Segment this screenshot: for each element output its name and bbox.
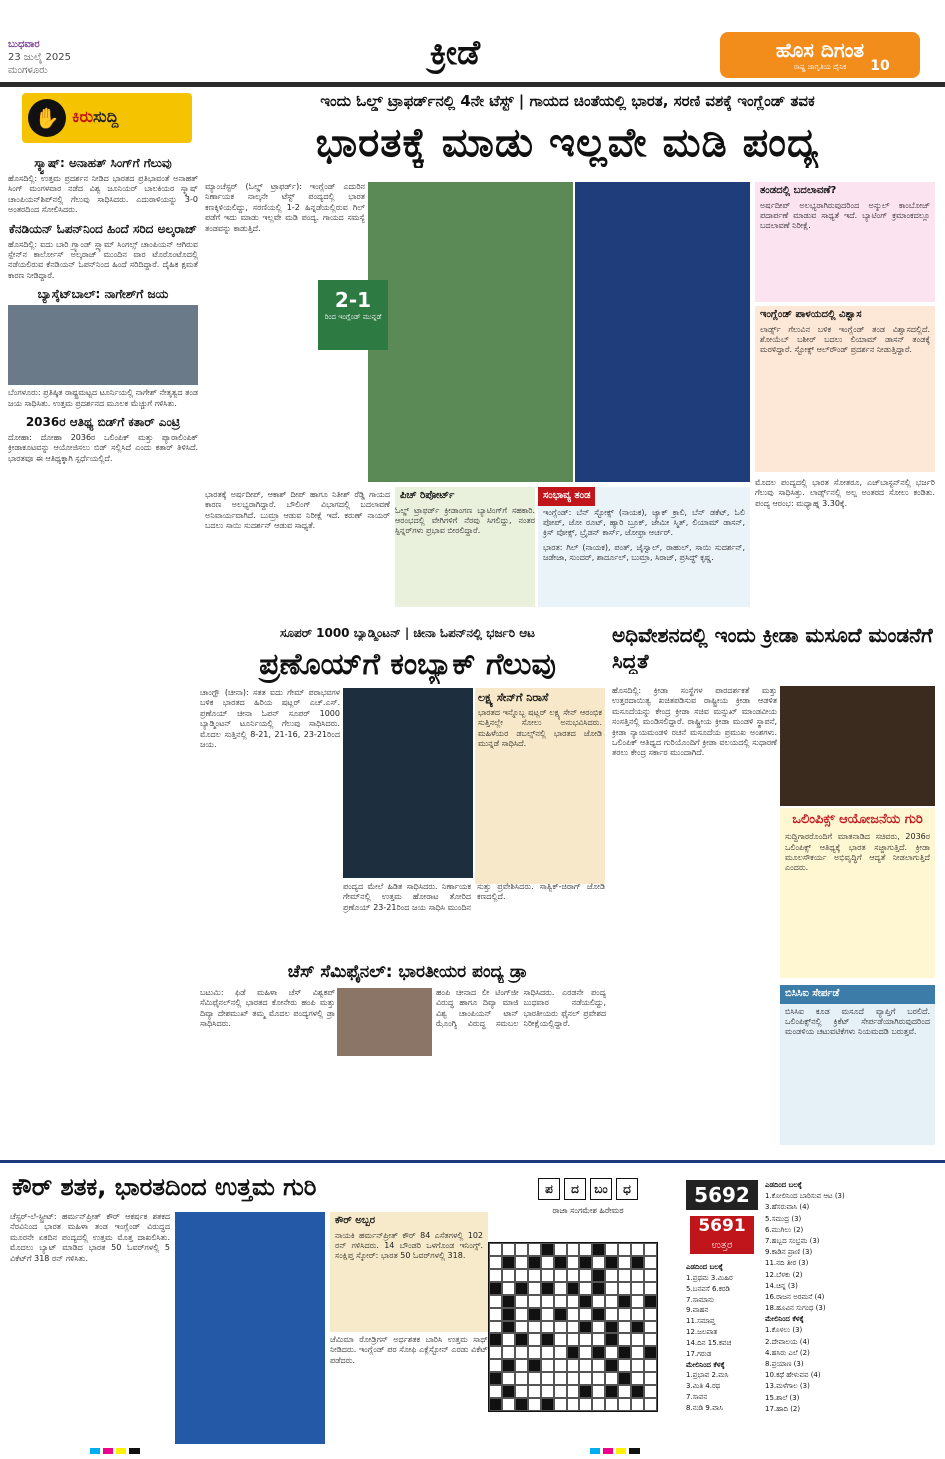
crossword-cell [554,1321,567,1334]
clue-item: 2.ದೇವಾಲಯ (4) [765,1337,810,1346]
crossword-cell [567,1385,580,1398]
brief-body: ಹೊಸದಿಲ್ಲಿ: ಐದು ಬಾರಿ ಗ್ರ್ಯಾಂಡ್ ಸ್ಲ್ಯಾಮ್ ಸಿಂಗಲ್ಸ್ ಚಾಂಪಿಯನ್ ಆಗಿರುವ ಸ್ಪೇನ್‌ನ ಕಾರ್ಲೋಸ್ ಅಲ್ಕರಾಜ್ ಮುಂದಿನ ವಾರ ಟೊರೊಂಟೊದಲ್ಲಿ ನಡೆಯಲಿರುವ ಕೆನಡಿಯನ್ ಓಪನ್‌ನಿಂದ ಹಿಂದೆ ಸರಿದಿದ್ದಾರೆ. ದೈಹಿಕ ಕ್ಷಮತೆ ಕಾರಣ ನೀಡಿದ್ದಾರೆ. [8,239,198,280]
crossword-cell [554,1333,567,1346]
crossword-cell [541,1256,554,1269]
lead-subheadline: ಇಂದು ಓಲ್ಡ್ ಟ್ರಾಫರ್ಡ್‌ನಲ್ಲಿ 4ನೇ ಟೆಸ್ಟ್ | ಗಾಯದ ಚಿಂತೆಯಲ್ಲಿ ಭಾರತ, ಸರಣಿ ವಶಕ್ಕೆ ಇಂಗ್ಲೆಂಡ್ ತವಕ [320,92,815,110]
header-rule [0,82,945,87]
crossword-cell [502,1282,515,1295]
crossword-cell [631,1321,644,1334]
badminton-headline: ಪ್ರಣೊಯ್‌ಗೆ ಕಂಬ್ಯಾಕ್ ಗೆಲುವು [259,647,556,682]
crossword-cell [502,1295,515,1308]
crossword-cell [541,1308,554,1321]
probable-xi-england: ಇಂಗ್ಲೆಂಡ್: ಬೆನ್ ಸ್ಟೋಕ್ಸ್ (ನಾಯಕ), ಜ್ಯಾಕ್ ಕ್ರಾಲಿ, ಬೆನ್ ಡಕೆಟ್, ಓಲಿ ಪೋಪ್, ಜೋ ರೂಟ್, ಹ್ಯಾರಿ ಬ್ರೂಕ್, ಜೇಮೀ ಸ್ಮಿತ್, ಲಿಯಾಮ್ ಡಾಸನ್, ಕ್ರಿಸ್ ವೋಕ್ಸ್, ಬ್ರೈಡನ್ ಕಾರ್ಸ್, ಜೋಫ್ರಾ ಆರ್ಚರ್. [543,507,745,538]
kirusuddi-label-b: ಸುದ್ದಿ [93,107,119,126]
crossword-cell [644,1372,657,1385]
crossword-cell [631,1333,644,1346]
crossword-cell [515,1321,528,1334]
crossword-cell [528,1308,541,1321]
clue-item: 18.ಹೂವಿನ ಸುಗಂಧ (3) [765,1304,826,1313]
crossword-cell [489,1269,502,1282]
brief-body: ಬೆಂಗಳೂರು: ಪ್ರತಿಷ್ಠಿತ ರಾಷ್ಟ್ರಮಟ್ಟದ ಟೂರ್ನಿಯಲ್ಲಿ ನಾಗೇಶ್ ನೇತೃತ್ವದ ತಂಡ ಜಯ ಸಾಧಿಸಿತು. ಉತ್ತಮ ಪ್ರದರ್ಶನದ ಮೂಲಕ ಮೆಚ್ಚುಗೆ ಗಳಿಸಿತು. [8,388,198,408]
bcci-title: ಬಿಸಿಸಿಐ ಸೇರ್ಪಡೆ [780,985,935,1004]
crossword-cell [528,1282,541,1295]
crossword-cell [605,1282,618,1295]
crossword-cell [618,1308,631,1321]
crossword-cell [592,1256,605,1269]
crossword-cell [554,1359,567,1372]
crossword-cell [579,1372,592,1385]
england-camp-box [755,306,935,472]
crossword-cell [567,1308,580,1321]
crossword-cell [489,1243,502,1256]
crossword-cell [541,1372,554,1385]
crossword-cell [631,1398,644,1411]
answer-item: 12.ಜಲಪಾತ [686,1328,718,1337]
crossword-cell [644,1321,657,1334]
crossword-cell [618,1333,631,1346]
answer-item: 9.ವಾಹನ [686,1306,709,1315]
crossword-cell [567,1321,580,1334]
clue-item: ಎಡದಿಂದ ಬಲಕ್ಕೆ [765,1181,802,1189]
clue-item: 5.ಸಮುದ್ರ (3) [765,1214,802,1223]
brief-headline: ಸ್ಕ್ವಾಷ್: ಅನಾಹತ್ ಸಿಂಗ್‌ಗೆ ಗೆಲುವು [34,156,172,170]
answer-item: 14.ದಿನ 15.ಕವಚ [686,1338,732,1347]
olympics-goal-text: ಸುದ್ದಿಗಾರರೊಂದಿಗೆ ಮಾತನಾಡಿದ ಸಚಿವರು, 2036ರ ಒಲಿಂಪಿಕ್ಸ್ ಆತಿಥ್ಯಕ್ಕೆ ಭಾರತ ಸಜ್ಜಾಗುತ್ತಿದೆ. ಕ್ರೀಡಾ ಮೂಲಸೌಕರ್ಯ ಅಭಿವೃದ್ಧಿಗೆ ಆದ್ಯತೆ ನೀಡಲಾಗುತ್ತಿದೆ ಎಂದರು. [785,832,930,873]
chess-body-continued: ಹಂಪಿ ಚೀನಾದ ಲೀ ಟಿಂಗ್‌ಜೀ ವಿರುದ್ಧ ಹಾಗೂ ದಿವ್ಯಾ ಮಾಜಿ ವಿಶ್ವ ಚಾಂಪಿಯನ್ ಟಾನ್ ಝೊಂಗ್ಯಿ ವಿರುದ್ಧ ಸಮಬಲ ಸಾಧಿಸಿದರು. ಎರಡನೇ ಪಂದ್ಯ ಬುಧವಾರ ನಡೆಯಲಿದ್ದು, ಭಾರತೀಯರು ಫೈನಲ್ ಪ್ರವೇಶದ ನಿರೀಕ್ಷೆಯಲ್ಲಿದ್ದಾರೆ. [436,988,606,1029]
crossword-cell [644,1243,657,1256]
clue-item: 6.ಮುಗಿಲು (2) [765,1225,804,1234]
crossword-cell [489,1346,502,1359]
crossword-cell [605,1359,618,1372]
crossword-cell [528,1372,541,1385]
crossword-cell [489,1398,502,1411]
england-camp-text: ಲಾರ್ಡ್ಸ್ ಗೆಲುವಿನ ಬಳಿಕ ಇಂಗ್ಲೆಂಡ್ ತಂಡ ವಿಶ್ವಾಸದಲ್ಲಿದೆ. ಶೋಯೆಬ್ ಬಶೀರ್ ಬದಲು ಲಿಯಾಮ್ ಡಾಸನ್ ತಂಡಕ್ಕೆ ಮರಳಿದ್ದಾರೆ. ಸ್ಟೋಕ್ಸ್ ಆಲ್‌ರೌಂಡ್ ಪ್ರದರ್ಶನ ನೀಡುತ್ತಿದ್ದಾರೆ. [760,324,930,355]
clue-item: 15.ಶಾಲೆ (3) [765,1393,800,1402]
crossword-cell [605,1243,618,1256]
crossword-cell [567,1295,580,1308]
crossword-title-letter: ಧ [616,1178,638,1200]
clue-item: 12.ಬೆಳಕು (2) [765,1270,803,1279]
crossword-cell [605,1398,618,1411]
crossword-cell [579,1333,592,1346]
kaur-stat-box [330,1212,488,1332]
crossword-cell [567,1243,580,1256]
crossword-cell [489,1372,502,1385]
hand-icon: ✋ [28,99,66,137]
crossword-cell [567,1256,580,1269]
crossword-cell [528,1256,541,1269]
crossword-cell [579,1243,592,1256]
crossword-cell [554,1372,567,1385]
team-change-title: ತಂಡದಲ್ಲಿ ಬದಲಾವಣೆ? [760,185,837,196]
crossword-cell [644,1269,657,1282]
gill-photo [575,182,750,482]
crossword-cell [618,1269,631,1282]
brand-tagline: ರಾಷ್ಟ್ರ ಜಾಗೃತಿಯ ದೈನಿಕ [793,63,847,71]
crossword-cell [528,1359,541,1372]
probable-xi-india: ಭಾರತ: ಗಿಲ್ (ನಾಯಕ), ಪಂತ್, ಜೈಸ್ವಾಲ್, ರಾಹುಲ್, ಸಾಯಿ ಸುದರ್ಶನ್, ಜಡೇಜಾ, ಸುಂದರ್, ಶಾರ್ದೂಲ್, ಬುಮ್ರಾ, ಸಿರಾಜ್, ಪ್ರಸಿದ್ಧ್ ಕೃಷ್ಣ. [543,542,745,563]
kaur-body-continued: ಜೆಮಿಮಾ ರೋಡ್ರಿಗಸ್ ಅರ್ಧಶತಕ ಬಾರಿಸಿ ಉತ್ತಮ ಸಾಥ್ ನೀಡಿದರು. ಇಂಗ್ಲೆಂಡ್ ಪರ ಸೋಫಿ ಎಕ್ಲೆಸ್ಟೋನ್ ಎರಡು ವಿಕೆಟ್ ಪಡೆದರು. [330,1335,488,1365]
crossword-cell [567,1333,580,1346]
badminton-body-continued: ಪಂದ್ಯದ ಮೇಲೆ ಹಿಡಿತ ಸಾಧಿಸಿದರು. ನಿರ್ಣಾಯಕ ಗೇಮ್‌ನಲ್ಲಿ ಉತ್ತಮ ಹೋರಾಟ ತೋರಿದ ಪ್ರಣೊಯ್ 23-21ರಿಂದ ಜಯ ಸಾಧಿಸಿ ಮುಂದಿನ ಸುತ್ತು ಪ್ರವೇಶಿಸಿದರು. ಸಾತ್ವಿಕ್-ಚಿರಾಗ್ ಜೋಡಿ ಕಣದಲ್ಲಿದೆ. [343,882,605,912]
crossword-cell [567,1359,580,1372]
crossword-cell [502,1333,515,1346]
crossword-title-letter: ಪ [538,1178,560,1200]
clue-item: 11.ನದಿ ತೀರ (3) [765,1259,809,1268]
team-change-box [755,182,935,302]
crossword-cell [567,1346,580,1359]
crossword-cell [541,1282,554,1295]
kaur-stat-title: ಕೌರ್ ಅಬ್ಬರ [335,1215,376,1226]
crossword-cell [515,1359,528,1372]
clue-item: 10.ಕಥೆ ಹೇಳುವವ (4) [765,1371,821,1380]
brief-body: ಹೊಸದಿಲ್ಲಿ: ಉತ್ತಮ ಪ್ರದರ್ಶನ ನೀಡಿದ ಭಾರತದ ಪ್ರತಿಭಾವಂತೆ ಅನಾಹತ್ ಸಿಂಗ್ ಮಂಗಳವಾರ ನಡೆದ ವಿಶ್ವ ಜೂನಿಯರ್ ಬಾಲಕಿಯರ ಸ್ಕ್ವಾಷ್ ಚಾಂಪಿಯನ್‌ಶಿಪ್‌ನಲ್ಲಿ ಗೆಲುವು ಸಾಧಿಸಿದರು. ಎದುರಾಳಿಯನ್ನು 3-0 ಅಂತರದಿಂದ ಸೋಲಿಸಿದರು. [8,174,198,215]
crossword-cell [489,1385,502,1398]
lakshya-text: ಭಾರತದ ಇನ್ನೊಬ್ಬ ಷಟ್ಲರ್ ಲಕ್ಷ್ಯ ಸೇನ್ ಆರಂಭಿಕ ಸುತ್ತಿನಲ್ಲೇ ಸೋಲು ಅನುಭವಿಸಿದರು. ಮಹಿಳೆಯರ ಡಬಲ್ಸ್‌ನಲ್ಲಿ ಭಾರತದ ಜೋಡಿ ಮುನ್ನಡೆ ಸಾಧಿಸಿದೆ. [478,707,602,748]
lead-body-continued: ಭಾರತಕ್ಕೆ ಅರ್ಷದೀಪ್, ಆಕಾಶ್ ದೀಪ್ ಹಾಗೂ ನಿತೀಶ್ ರೆಡ್ಡಿ ಗಾಯದ ಕಾರಣ ಅಲಭ್ಯರಾಗಿದ್ದಾರೆ. ಬೌಲಿಂಗ್ ವಿಭಾಗದಲ್ಲಿ ಬದಲಾವಣೆ ಅನಿವಾರ್ಯವಾಗಿದೆ. ಬುಮ್ರಾ ಆಡುವ ನಿರೀಕ್ಷೆ ಇದೆ. ಕರುಣ್ ನಾಯರ್ ಬದಲು ಸಾಯಿ ಸುದರ್ಶನ್ ಆಡುವ ಸಾಧ್ಯತೆ. [205,490,390,531]
crossword-cell [567,1398,580,1411]
masthead-date [8,38,128,77]
crossword-cell [528,1333,541,1346]
crossword-grid [488,1242,658,1412]
crossword-cell [502,1398,515,1411]
lead-sidebar-text: ಮೊದಲ ಪಂದ್ಯದಲ್ಲಿ ಭಾರತ ಸೋತರೂ, ಎಜ್‌ಬಾಸ್ಟನ್‌ನಲ್ಲಿ ಭರ್ಜರಿ ಗೆಲುವು ಸಾಧಿಸಿತ್ತು. ಲಾರ್ಡ್ಸ್‌ನಲ್ಲಿ ಅಲ್ಪ ಅಂತರದ ಸೋಲು ಕಂಡಿತು. ಪಂದ್ಯ ಆರಂಭ: ಮಧ್ಯಾಹ್ನ 3.30ಕ್ಕೆ. [755,478,935,508]
crossword-cell [579,1385,592,1398]
crossword-cell [515,1346,528,1359]
crossword-cell [592,1295,605,1308]
crossword-cell [579,1308,592,1321]
crossword-cell [554,1243,567,1256]
crossword-cell [592,1243,605,1256]
crossword-cell [605,1333,618,1346]
crossword-cell [618,1346,631,1359]
lakshya-title: ಲಕ್ಷ್ಯ ಸೇನ್‌ಗೆ ನಿರಾಸೆ [478,691,549,704]
crossword-cell [631,1359,644,1372]
crossword-cell [592,1385,605,1398]
answer-item: 8.ನುಡಿ 9.ವಾಸಿ [686,1403,723,1412]
crossword-cell [502,1372,515,1385]
crossword-cell [618,1385,631,1398]
page-number: 10 [870,58,890,74]
masthead-date-text: 23 ಜುಲೈ 2025 [8,52,71,63]
clue-item: 16.ರಾಜನ ಅರಮನೆ (4) [765,1292,825,1301]
clue-item: ಮೇಲಿನಿಂದ ಕೆಳಕ್ಕೆ [765,1315,804,1324]
crossword-cell [579,1359,592,1372]
crossword-cell [541,1398,554,1411]
crossword-cell [515,1333,528,1346]
crossword-cell [528,1243,541,1256]
crossword-cell [618,1256,631,1269]
crossword-cell [502,1385,515,1398]
crossword-cell [489,1295,502,1308]
clue-item: 1.ಕೋಲಿನಿಂದ ಬಾರಿಸುವ ಆಟ (3) [765,1192,845,1201]
crossword-cell [618,1282,631,1295]
crossword-cell [528,1385,541,1398]
answer-item: 17.ಗರುಡ [686,1349,712,1358]
masthead-city: ಮಂಗಳೂರು [8,65,48,76]
crossword-cell [605,1295,618,1308]
crossword-cell [528,1321,541,1334]
pitch-report-title: ಪಿಚ್ ರಿಪೋರ್ಟ್ [400,490,455,501]
answer-item: ಮೇಲಿನಿಂದ ಕೆಳಕ್ಕೆ [686,1360,725,1369]
crossword-cell [515,1398,528,1411]
crossword-cell [567,1269,580,1282]
crossword-cell [567,1282,580,1295]
crossword-cell [631,1282,644,1295]
previous-answers-list [686,1262,761,1442]
brief-body: ದೋಹಾ: ದೋಹಾ 2036ರ ಒಲಿಂಪಿಕ್ ಮತ್ತು ಪ್ಯಾರಾಲಿಂಪಿಕ್ ಕ್ರೀಡಾಕೂಟವನ್ನು ಆಯೋಜಿಸಲು ಬಿಡ್ ಸಲ್ಲಿಸಿದೆ ಎಂದು ಕತಾರ್ ತಿಳಿಸಿದೆ. ಭಾರತವೂ ಈ ಆತಿಥ್ಯಕ್ಕಾಗಿ ಸ್ಪರ್ಧೆಯಲ್ಲಿದೆ. [8,432,198,463]
crossword-cell [515,1282,528,1295]
crossword-cell [502,1256,515,1269]
crossword-cell [592,1308,605,1321]
crossword-cell [592,1359,605,1372]
crossword-cell [618,1359,631,1372]
badminton-body: ಚಾಂಗ್ಝೌ (ಚೀನಾ): ಸತತ ಐದು ಗೇಮ್ ಪರಾಭವಗಳ ಬಳಿಕ ಭಾರತದ ಹಿರಿಯ ಷಟ್ಲರ್ ಎಚ್.ಎಸ್. ಪ್ರಣೊಯ್ ಚೀನಾ ಓಪನ್ ಸೂಪರ್ 1000 ಬ್ಯಾಡ್ಮಿಂಟನ್ ಟೂರ್ನಿಯಲ್ಲಿ ಗೆಲುವು ಸಾಧಿಸಿದರು. ಮೊದಲ ಸುತ್ತಿನಲ್ಲಿ 8-21, 21-16, 23-21ರಿಂದ ಜಯ. [200,688,340,749]
crossword-cell [502,1321,515,1334]
chess-photo [337,988,432,1056]
crossword-cell [644,1256,657,1269]
crossword-cell [605,1372,618,1385]
team-photo [8,305,198,385]
lead-body: ಮ್ಯಾಂಚೆಸ್ಟರ್ (ಓಲ್ಡ್ ಟ್ರಾಫರ್ಡ್): ಇಂಗ್ಲೆಂಡ್ ಎದುರಿನ ನಿರ್ಣಾಯಕ ನಾಲ್ಕನೇ ಟೆಸ್ಟ್ ಪಂದ್ಯದಲ್ಲಿ ಭಾರತ ಕಣಕ್ಕಿಳಿಯಲಿದ್ದು, ಸರಣಿಯಲ್ಲಿ 1-2 ಹಿನ್ನಡೆಯಲ್ಲಿರುವ ಗಿಲ್ ಪಡೆಗೆ ಇದು ಮಾಡು ಇಲ್ಲವೇ ಮಡಿ ಪಂದ್ಯ. ಗಾಯದ ಸಮಸ್ಯೆ ತಂಡವನ್ನು ಕಾಡುತ್ತಿದೆ. [205,182,365,233]
clue-item: 14.ಚಿನ್ನ (3) [765,1281,798,1290]
clue-item: 8.ಪ್ರಯಾಣ (3) [765,1360,804,1368]
crossword-cell [618,1372,631,1385]
crossword-cell [541,1295,554,1308]
crossword-cell [554,1398,567,1411]
chess-headline: ಚೆಸ್ ಸೆಮಿಫೈನಲ್: ಭಾರತೀಯರ ಪಂದ್ಯ ಡ್ರಾ [287,962,528,982]
answer-item: 7.ಸಾವನ [686,1393,708,1402]
kirusuddi-label-a: ಕಿರು [72,107,94,126]
crossword-cell [592,1321,605,1334]
series-score: 2-1 [334,288,372,312]
crossword-cell [631,1346,644,1359]
pitch-report-text: ಓಲ್ಡ್ ಟ್ರಾಫರ್ಡ್ ಕ್ರೀಡಾಂಗಣ ಬ್ಯಾಟಿಂಗ್‌ಗೆ ಸಹಕಾರಿ. ಆರಂಭದಲ್ಲಿ ವೇಗಿಗಳಿಗೆ ನೆರವು ಸಿಗಲಿದ್ದು, ನಂತರ ಸ್ಪಿನ್ನರ್‌ಗಳು ಪ್ರಭಾವ ಬೀರಲಿದ್ದಾರೆ. [395,505,535,536]
crossword-cell [489,1333,502,1346]
crossword-cell [489,1256,502,1269]
crossword-cell [644,1308,657,1321]
clue-item: 9.ಕಾಡಿನ ಪ್ರಾಣಿ (3) [765,1248,813,1257]
series-score-caption: ರಿಂದ ಇಂಗ್ಲೆಂಡ್ ಮುನ್ನಡೆ [324,313,382,321]
crossword-cell [554,1385,567,1398]
brief-news-column [8,150,198,945]
crossword-cell [579,1256,592,1269]
answer-item: 1.ಪ್ರಥಮ 3.ಮಿಹಿರ [686,1273,733,1282]
crossword-cell [489,1308,502,1321]
crossword-cell [618,1243,631,1256]
crossword-cell [618,1321,631,1334]
crossword-cell [579,1346,592,1359]
crossword-cell [502,1346,515,1359]
crossword-cell [579,1282,592,1295]
kaur-body: ಚೆಸ್ಟರ್-ಲೆ-ಸ್ಟ್ರೀಟ್: ಹರ್ಮನ್‌ಪ್ರೀತ್ ಕೌರ್ ಆಕರ್ಷಕ ಶತಕದ ನೆರವಿನಿಂದ ಭಾರತ ಮಹಿಳಾ ತಂಡ ಇಂಗ್ಲೆಂಡ್ ವಿರುದ್ಧದ ಮೂರನೇ ಏಕದಿನ ಪಂದ್ಯದಲ್ಲಿ ಉತ್ತಮ ಮೊತ್ತ ದಾಖಲಿಸಿತು. ಮೊದಲು ಬ್ಯಾಟ್ ಮಾಡಿದ ಭಾರತ 50 ಓವರ್‌ಗಳಲ್ಲಿ 5 ವಿಕೆಟ್‌ಗೆ 318 ರನ್ ಗಳಿಸಿತು. [10,1212,170,1263]
team-change-text: ಅರ್ಷದೀಪ್ ಅಲಭ್ಯರಾಗಿರುವುದರಿಂದ ಅನ್ಶುಲ್ ಕಾಂಬೋಜ್ ಪದಾರ್ಪಣೆ ಮಾಡುವ ಸಾಧ್ಯತೆ ಇದೆ. ಬ್ಯಾಟಿಂಗ್ ಕ್ರಮಾಂಕದಲ್ಲೂ ಬದಲಾವಣೆ ನಿರೀಕ್ಷೆ. [760,200,930,231]
crossword-cell [644,1282,657,1295]
crossword-cell [644,1359,657,1372]
crossword-cell [528,1346,541,1359]
crossword-cell [618,1295,631,1308]
crossword-cell [541,1346,554,1359]
kaur-stat-text: ನಾಯಕಿ ಹರ್ಮನ್‌ಪ್ರೀತ್ ಕೌರ್ 84 ಎಸೆತಗಳಲ್ಲಿ 102 ರನ್ ಗಳಿಸಿದರು. 14 ಬೌಂಡರಿ ಒಳಗೊಂಡ ಇನಿಂಗ್ಸ್. ಸಂಕ್ಷಿಪ್ತ ಸ್ಕೋರ್: ಭಾರತ 50 ಓವರ್‌ಗಳಲ್ಲಿ 318. [335,1230,483,1261]
brand-name: ಹೊಸ ದಿಗಂತ [775,38,865,62]
crossword-cell [567,1372,580,1385]
masthead-day: ಬುಧವಾರ [8,39,40,50]
section-title: ಕ್ರೀಡೆ [429,33,481,73]
crossword-cell [631,1269,644,1282]
crossword-cell [515,1243,528,1256]
badminton-subheadline: ಸೂಪರ್ 1000 ಬ್ಯಾಡ್ಮಿಂಟನ್ | ಚೀನಾ ಓಪನ್‌ನಲ್ಲಿ ಭರ್ಜರಿ ಆಟ [279,626,536,640]
crossword-title-letter: ದ [564,1178,586,1200]
crossword-cell [605,1308,618,1321]
crossword-cell [541,1385,554,1398]
crossword-cell [554,1256,567,1269]
crossword-cell [541,1321,554,1334]
crossword-cell [631,1256,644,1269]
sports-bill-headline: ಅಧಿವೇಶನದಲ್ಲಿ ಇಂದು ಕ್ರೀಡಾ ಮಸೂದೆ ಮಂಡನೆಗೆ ಸಿದ್ಧತೆ [612,623,933,673]
clue-item: 3.ಹೆಸರುವಾಸಿ (4) [765,1203,810,1212]
crossword-cell [541,1243,554,1256]
crossword-cell [502,1269,515,1282]
crossword-cell [554,1269,567,1282]
crossword-title-letter: ಬಂ [590,1178,612,1200]
lead-headline: ಭಾರತಕ್ಕೆ ಮಾಡು ಇಲ್ಲವೇ ಮಡಿ ಪಂದ್ಯ [315,120,820,166]
bcci-box [780,985,935,1145]
crossword-cell [631,1243,644,1256]
crossword-cell [579,1398,592,1411]
series-score-badge [318,280,388,350]
previous-answer-badge [690,1216,754,1254]
clue-item: 1.ಕೊಳಲು (3) [765,1326,803,1335]
olympics-goal-title: ಒಲಿಂಪಿಕ್ಸ್ ಆಯೋಜನೆಯ ಗುರಿ [792,812,923,827]
print-registration-marks [590,1448,640,1454]
england-camp-title: ಇಂಗ್ಲೆಂಡ್ ಪಾಳಯದಲ್ಲಿ ವಿಶ್ವಾಸ [760,309,862,320]
pitch-report-box [395,487,535,607]
crossword-cell [515,1372,528,1385]
crossword-cell [605,1346,618,1359]
crossword-title [498,1178,678,1200]
chess-body: ಬಟುಮಿ: ಫಿಡೆ ಮಹಿಳಾ ಚೆಸ್ ವಿಶ್ವಕಪ್ ಸೆಮಿಫೈನಲ್‌ನಲ್ಲಿ ಭಾರತದ ಕೋನೇರು ಹಂಪಿ ಮತ್ತು ದಿವ್ಯಾ ದೇಶಮುಖ್ ತಮ್ಮ ಮೊದಲ ಪಂದ್ಯಗಳಲ್ಲಿ ಡ್ರಾ ಸಾಧಿಸಿದರು. [200,988,335,1029]
crossword-cell [579,1269,592,1282]
crossword-cell [554,1295,567,1308]
bcci-text: ಬಿಸಿಸಿಐ ಕೂಡ ಮಸೂದೆ ವ್ಯಾಪ್ತಿಗೆ ಬರಲಿದೆ. ಒಲಿಂಪಿಕ್ಸ್‌ನಲ್ಲಿ ಕ್ರಿಕೆಟ್ ಸೇರ್ಪಡೆಯಾಗಿರುವುದರಿಂದ ಮಂಡಳಿಯ ಚಟುವಟಿಕೆಗಳು ನಿಯಮದಡಿ ಬರುತ್ತವೆ. [785,1006,930,1037]
sports-bill-body: ಹೊಸದಿಲ್ಲಿ: ಕ್ರೀಡಾ ಸಂಸ್ಥೆಗಳ ಪಾರದರ್ಶಕತೆ ಮತ್ತು ಉತ್ತರದಾಯಿತ್ವ ಖಚಿತಪಡಿಸುವ ರಾಷ್ಟ್ರೀಯ ಕ್ರೀಡಾ ಆಡಳಿತ ಮಸೂದೆಯನ್ನು ಕೇಂದ್ರ ಕ್ರೀಡಾ ಸಚಿವ ಮನ್ಸುಖ್ ಮಾಂಡವೀಯ ಸಂಸತ್ತಿನಲ್ಲಿ ಮಂಡಿಸಲಿದ್ದಾರೆ. ರಾಷ್ಟ್ರೀಯ ಕ್ರೀಡಾ ಮಂಡಳಿ ಸ್ಥಾಪನೆ, ಕ್ರೀಡಾ ನ್ಯಾಯಮಂಡಳಿ ರಚನೆ ಮಸೂದೆಯ ಪ್ರಮುಖ ಅಂಶಗಳು. ಒಲಿಂಪಿಕ್ ಆತಿಥ್ಯದ ಗುರಿಯೊಂದಿಗೆ ಕ್ರೀಡಾ ವಲಯದಲ್ಲಿ ಸುಧಾರಣೆ ತರಲು ಕೇಂದ್ರ ಸರ್ಕಾರ ಮುಂದಾಗಿದೆ. [612,686,777,758]
crossword-cell [515,1269,528,1282]
section-divider [0,1160,945,1163]
crossword-cell [541,1333,554,1346]
crossword-cell [631,1372,644,1385]
crossword-clues [765,1180,940,1445]
crossword-cell [605,1385,618,1398]
crossword-cell [592,1398,605,1411]
puzzle-number: 5692 [686,1180,758,1210]
previous-puzzle-number: 5691 [698,1216,746,1236]
clue-item: 17.ಹಾದಿ (2) [765,1404,801,1413]
crossword-cell [489,1282,502,1295]
crossword-cell [592,1269,605,1282]
prannoy-photo [343,688,473,878]
crossword-cell [515,1385,528,1398]
kirusuddi-banner [22,93,192,143]
crossword-cell [541,1269,554,1282]
brief-headline: ಬ್ಯಾಸ್ಕೆಟ್‌ಬಾಲ್: ನಾಗೇಶ್‌ಗೆ ಜಯ [37,287,169,302]
crossword-cell [592,1333,605,1346]
previous-answer-label: ಉತ್ತರ [711,1240,733,1251]
crossword-cell [644,1346,657,1359]
crossword-cell [528,1295,541,1308]
crossword-cell [605,1269,618,1282]
crossword-cell [631,1385,644,1398]
crossword-cell [605,1321,618,1334]
crossword-cell [554,1346,567,1359]
probable-xi-title: ಸಂಭಾವ್ಯ ತಂಡ [538,487,595,506]
crossword-cell [592,1282,605,1295]
crossword-cell [592,1372,605,1385]
crossword-cell [554,1282,567,1295]
crossword-cell [644,1295,657,1308]
minister-photo [780,686,935,806]
crossword-cell [515,1256,528,1269]
crossword-cell [631,1308,644,1321]
crossword-cell [579,1321,592,1334]
answer-item: 1.ಪ್ರಭಾವ 2.ಮಸಿ [686,1371,729,1380]
crossword-cell [618,1398,631,1411]
print-registration-marks [90,1448,140,1454]
brief-headline: ಕೆನಡಿಯನ್ ಓಪನ್‌ನಿಂದ ಹಿಂದೆ ಸರಿದ ಅಲ್ಕರಾಜ್ [9,221,197,236]
clue-item: 7.ಹಬ್ಬದ ಸಂಭ್ರಮ (3) [765,1236,820,1245]
crossword-cell [515,1308,528,1321]
answer-item: 5.ಬನವಸೆ 6.ಕರಡಿ [686,1284,730,1293]
brief-headline: 2036ರ ಆತಿಥ್ಯ ಬಿಡ್‌ಗೆ ಕತಾರ್ ಎಂಟ್ರಿ [25,414,181,429]
clue-item: 4.ಹಸಿರು ಎಲೆ (2) [765,1348,810,1357]
probable-xi-box [538,487,750,607]
answer-item: 11.ಸಮಾಪ್ತ [686,1317,716,1326]
crossword-cell [489,1359,502,1372]
lakshya-box [475,688,605,884]
crossword-cell [579,1295,592,1308]
crossword-cell [644,1385,657,1398]
kaur-headline: ಕೌರ್ ಶತಕ, ಭಾರತದಿಂದ ಉತ್ತಮ ಗುರಿ [12,1173,317,1201]
crossword-cell [605,1256,618,1269]
crossword-cell [502,1359,515,1372]
crossword-cell [515,1295,528,1308]
answer-item: ಎಡದಿಂದ ಬಲಕ್ಕೆ [686,1263,723,1271]
crossword-cell [502,1308,515,1321]
crossword-cell [528,1269,541,1282]
crossword-cell [644,1398,657,1411]
crossword-cell [554,1308,567,1321]
answer-item: 7.ಸಾಮಾನು [686,1295,715,1304]
crossword-cell [489,1321,502,1334]
crossword-cell [592,1346,605,1359]
olympics-goal-box [780,808,935,978]
crossword-credit: ರಾಜಾ ಸಂಗಮೇಶ ಹಿರೇಮಠ [552,1206,624,1215]
stokes-photo [368,182,573,482]
crossword-cell [644,1333,657,1346]
answer-item: 3.ಮಿತಿ 4.ರಥ [686,1382,721,1391]
crossword-cell [541,1359,554,1372]
crossword-cell [528,1398,541,1411]
crossword-cell [631,1295,644,1308]
kaur-photo [175,1212,325,1444]
crossword-cell [502,1243,515,1256]
clue-item: 13.ಮಳೆಗಾಲ (3) [765,1382,810,1391]
